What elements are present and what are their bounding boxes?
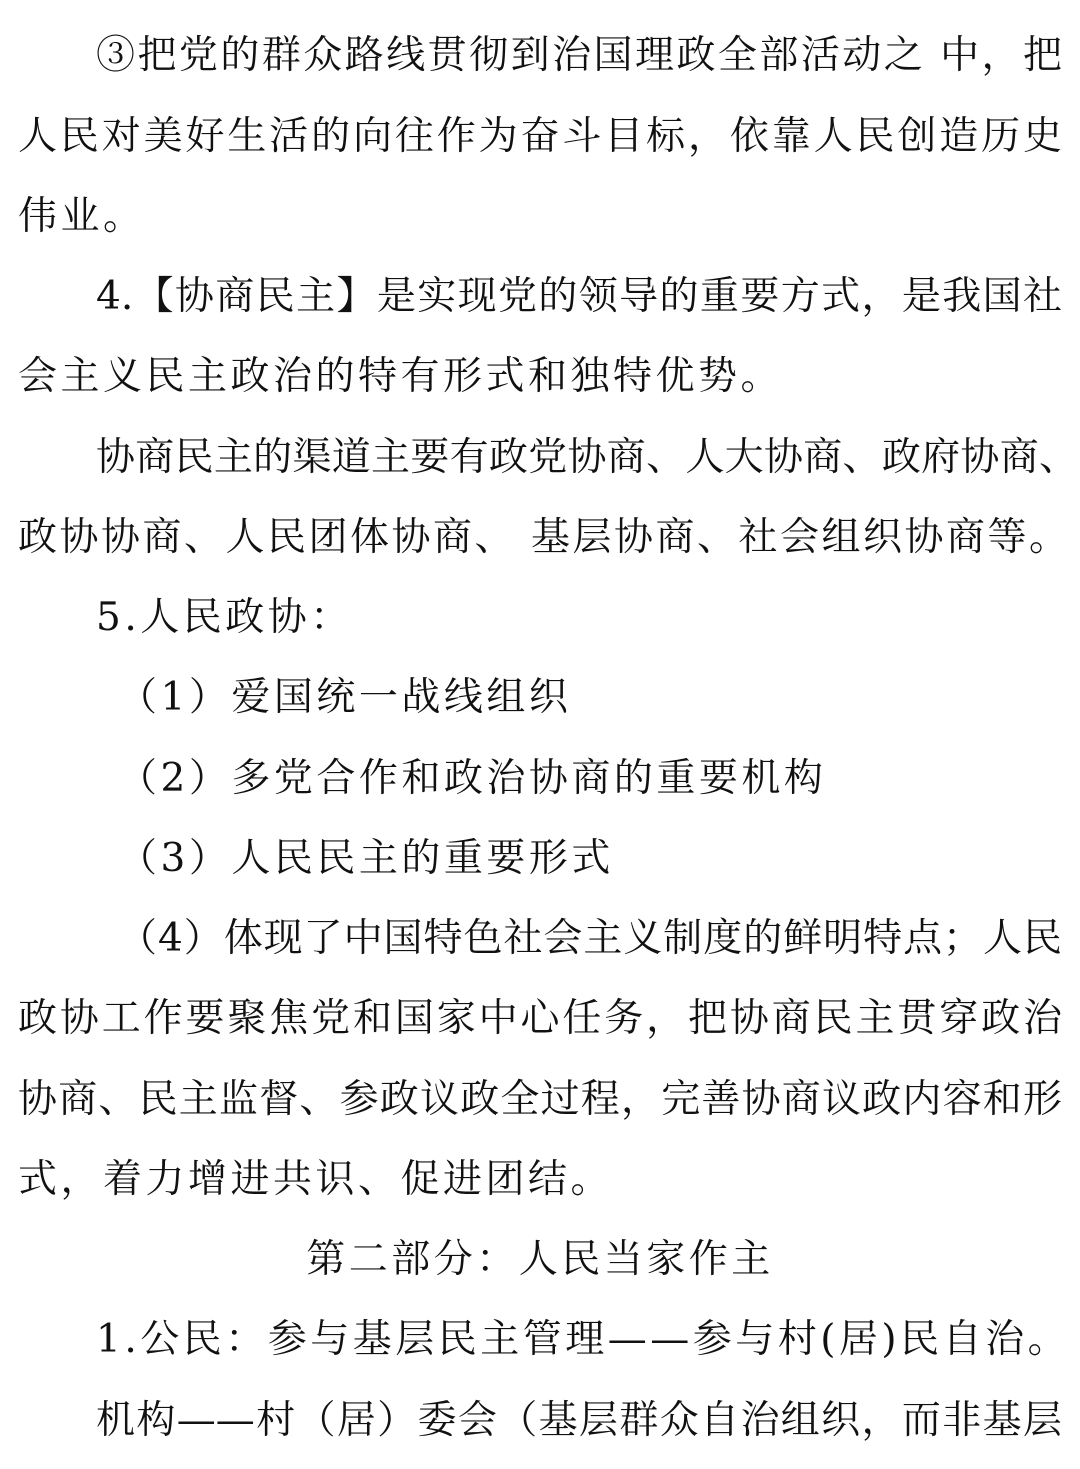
text-line: 协商、民主监督、参政议政全过程，完善协商议政内容和形 <box>18 1077 1062 1122</box>
text-line: 机构——村（居）委会（基层群众自治组织，而非基层 <box>96 1398 1062 1443</box>
section-heading: 第二部分：人民当家作主 <box>306 1237 774 1282</box>
text-line: 协商民主的渠道主要有政党协商、人大协商、政府协商、 <box>96 435 1078 480</box>
text-line: 式，着力增进共识、促进团结。 <box>18 1157 614 1202</box>
text-line: 政协工作要聚焦党和国家中心任务，把协商民主贯穿政治 <box>18 996 1062 1041</box>
text-line: 会主义民主政治的特有形式和独特优势。 <box>18 354 784 399</box>
text-line: 政协协商、人民团体协商、 基层协商、社会组织协商等。 <box>18 515 1068 560</box>
text-line: 人民对美好生活的向往作为奋斗目标，依靠人民创造历史 <box>18 114 1062 159</box>
text-line: 5.人民政协： <box>96 595 353 640</box>
text-line: 伟业。 <box>18 194 146 239</box>
text-line: 1.公民：参与基层民主管理——参与村(居)民自治。 <box>96 1317 1071 1362</box>
text-line: ③把党的群众路线贯彻到治国理政全部活动之 中，把 <box>96 33 1062 78</box>
text-line: （2）多党合作和政治协商的重要机构 <box>118 756 827 801</box>
text-line: （4）体现了中国特色社会主义制度的鲜明特点；人民 <box>118 916 1062 961</box>
text-line: 4.【协商民主】是实现党的领导的重要方式，是我国社 <box>96 274 1062 319</box>
text-line: （1）爱国统一战线组织 <box>118 675 572 720</box>
text-line: （3）人民民主的重要形式 <box>118 836 614 881</box>
